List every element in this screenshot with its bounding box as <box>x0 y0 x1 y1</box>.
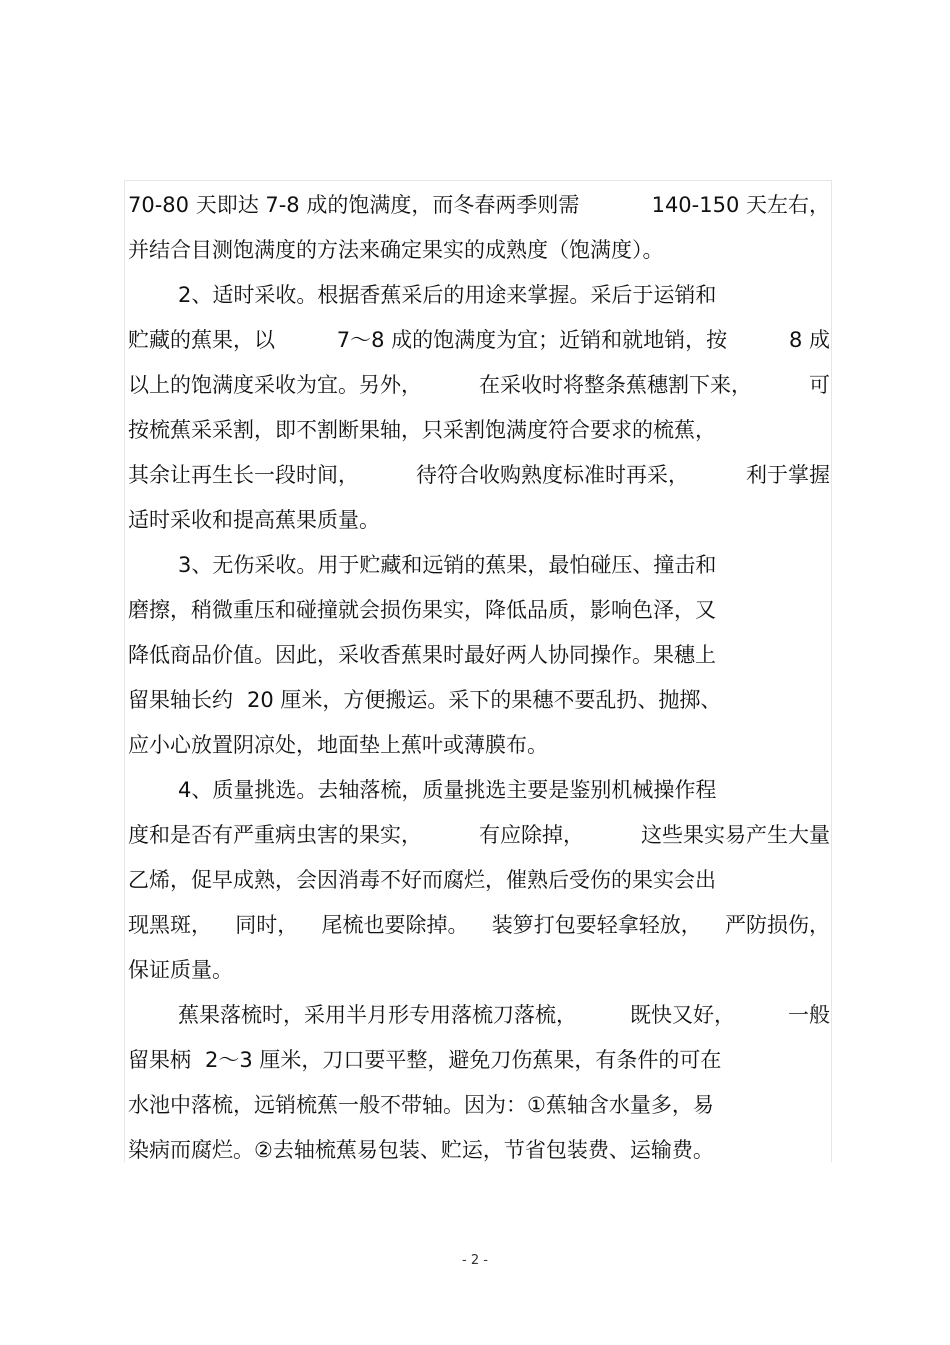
text-segment: 并结合目测饱满度的方法来确定果实的成熟度（饱满度）。 <box>128 238 664 262</box>
text-segment: 4、质量挑选。去轴落梳，质量挑选主要是鉴别机械操作程 <box>178 778 717 802</box>
text-segment: 20 厘米，方便搬运。采下的果穗不要乱扔、抛掷、 <box>247 688 722 712</box>
page-number: - 2 - <box>462 1253 488 1268</box>
text-line <box>128 640 830 670</box>
text-line <box>128 955 830 985</box>
text-line <box>128 190 830 220</box>
text-segment: 在采收时将整条蕉穗割下来， <box>479 373 752 397</box>
text-line <box>178 550 830 580</box>
text-line <box>128 415 830 445</box>
text-segment: 蕉果落梳时，采用半月形专用落梳刀落梳， <box>178 1003 577 1027</box>
text-segment: 140-150 天左右， <box>651 193 830 217</box>
text-segment: 一般 <box>788 1003 830 1027</box>
text-segment: 利于掌握 <box>746 463 830 487</box>
text-segment: 保证质量。 <box>128 958 233 982</box>
text-line <box>128 325 830 355</box>
text-line <box>128 1090 830 1120</box>
text-segment: 水池中落梳，远销梳蕉一般不带轴。因为：①蕉轴含水量多，易 <box>128 1093 714 1117</box>
text-segment: 留果柄 <box>128 1048 191 1072</box>
text-line <box>178 280 830 310</box>
text-line <box>178 1000 830 1030</box>
text-segment: 染病而腐烂。②去轴梳蕉易包装、贮运，节省包装费、运输费。 <box>128 1138 714 1162</box>
text-segment: 可 <box>809 373 830 397</box>
text-segment: 磨擦，稍微重压和碰撞就会损伤果实，降低品质，影响色泽，又 <box>128 598 716 622</box>
text-segment: 既快又好， <box>630 1003 735 1027</box>
text-segment: 同时， <box>235 913 299 937</box>
text-line <box>128 505 830 535</box>
text-segment: 7～8 成的饱满度为宜；近销和就地销，按 <box>336 328 728 352</box>
text-segment: 2、适时采收。根据香蕉采后的用途来掌握。采后于运销和 <box>178 283 717 307</box>
text-line <box>128 1045 830 1075</box>
text-line <box>128 1135 830 1165</box>
text-segment: 留果轴长约 <box>128 688 233 712</box>
text-segment: 其余让再生长一段时间， <box>128 463 359 487</box>
text-segment: 度和是否有严重病虫害的果实， <box>128 823 422 847</box>
text-segment: 现黑斑， <box>128 913 212 937</box>
text-segment: 适时采收和提高蕉果质量。 <box>128 508 380 532</box>
text-line <box>128 235 830 265</box>
text-segment: 贮藏的蕉果，以 <box>128 328 275 352</box>
text-line <box>128 910 830 940</box>
text-segment: 按梳蕉采采割，即不割断果轴，只采割饱满度符合要求的梳蕉， <box>128 418 716 442</box>
text-segment: 3、无伤采收。用于贮藏和远销的蕉果，最怕碰压、撞击和 <box>178 553 717 577</box>
text-segment: 装箩打包要轻拿轻放， <box>491 913 702 937</box>
text-segment: 乙烯，促早成熟，会因消毒不好而腐烂，催熟后受伤的果实会出 <box>128 868 716 892</box>
text-segment: 70-80 天即达 7-8 成的饱满度，而冬春两季则需 <box>128 193 580 217</box>
text-line <box>128 685 830 715</box>
text-segment: 待符合收购熟度标准时再采， <box>416 463 689 487</box>
text-segment: 有应除掉， <box>479 823 584 847</box>
text-line <box>128 730 830 760</box>
text-segment: 应小心放置阴凉处，地面垫上蕉叶或薄膜布。 <box>128 733 548 757</box>
text-segment: 8 成 <box>788 328 830 352</box>
text-line <box>178 775 830 805</box>
text-line <box>128 370 830 400</box>
text-segment: 这些果实易产生大量 <box>641 823 830 847</box>
text-line <box>128 460 830 490</box>
text-segment: 2～3 厘米，刀口要平整，避免刀伤蕉果，有条件的可在 <box>205 1048 722 1072</box>
text-segment: 降低商品价值。因此，采收香蕉果时最好两人协同操作。果穗上 <box>128 643 716 667</box>
text-line <box>128 820 830 850</box>
text-segment: 尾梳也要除掉。 <box>321 913 469 937</box>
text-line <box>128 865 830 895</box>
text-segment: 严防损伤， <box>725 913 830 937</box>
text-line <box>128 595 830 625</box>
text-segment: 以上的饱满度采收为宜。另外， <box>128 373 422 397</box>
